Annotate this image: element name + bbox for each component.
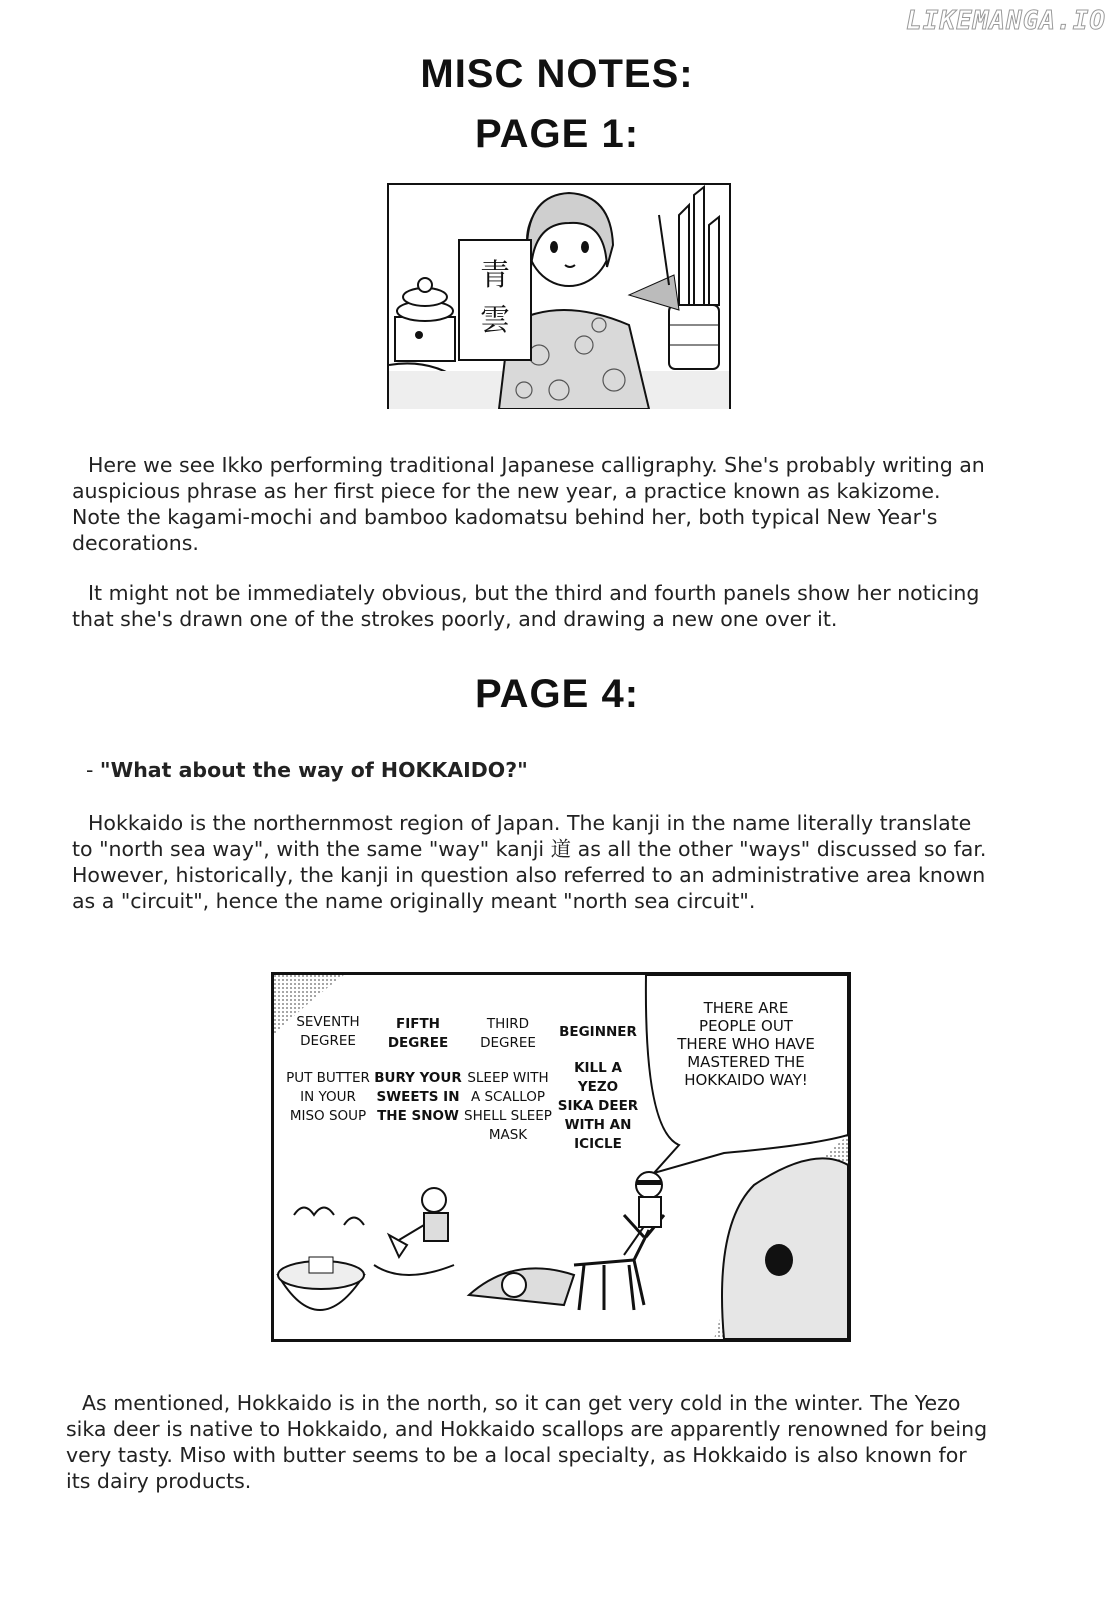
speech-line: THERE ARE — [703, 999, 789, 1017]
page1-heading: PAGE 1: — [474, 112, 640, 156]
task-line: BURY YOUR — [374, 1070, 462, 1086]
task-line: A SCALLOP — [470, 1089, 546, 1105]
bullet-prefix: - — [86, 758, 100, 782]
quote-bullet — [86, 758, 528, 782]
page1-paragraph-1 — [72, 452, 985, 556]
speech-line: PEOPLE OUT — [699, 1017, 793, 1035]
task-line: PUT BUTTER — [286, 1070, 370, 1086]
task-line: IN YOUR — [300, 1089, 356, 1105]
text-line: that she's drawn one of the strokes poorly, and drawing a new one over it. — [72, 607, 838, 631]
beginner-task — [552, 1059, 644, 1154]
speech-line: HOKKAIDO WAY! — [684, 1071, 808, 1089]
calligraphy-char-1: 青 — [480, 258, 510, 293]
task-line: MASK — [488, 1127, 528, 1143]
degree-line: BEGINNER — [559, 1024, 637, 1040]
degree-line: THIRD — [486, 1016, 530, 1032]
text-line: However, historically, the kanji in question also referred to an administrative area known — [72, 863, 986, 887]
kagami-mochi — [395, 278, 455, 361]
page4-paragraph-1 — [72, 810, 986, 914]
degree-line: DEGREE — [387, 1035, 449, 1051]
text-line: auspicious phrase as her first piece for the new year, a practice known as kakizome. — [72, 479, 941, 503]
speech-bubble-text — [664, 999, 828, 1089]
task-line: MISO SOUP — [289, 1108, 367, 1124]
page1-illustration — [387, 183, 731, 409]
task-line: WITH AN — [564, 1117, 632, 1133]
task-line: SHELL SLEEP — [464, 1108, 552, 1124]
speech-line: THERE WHO HAVE — [677, 1035, 815, 1053]
calligraphy-scene — [389, 185, 729, 409]
task-line: SIKA DEER — [557, 1098, 639, 1114]
calligraphy-char-2: 雲 — [480, 303, 510, 338]
degree-line: DEGREE — [480, 1035, 536, 1051]
page4-paragraph-2 — [66, 1390, 987, 1494]
text-line: decorations. — [72, 531, 199, 555]
shoveling-figure — [374, 1188, 454, 1275]
sleeping-figure — [469, 1268, 574, 1305]
kadomatsu — [629, 187, 719, 369]
misc-notes-heading: MISC NOTES: — [420, 52, 694, 96]
hokkaido-way-panel — [271, 972, 851, 1342]
fifth-degree-label — [372, 1015, 464, 1053]
site-watermark: LIKEMANGA.IO — [906, 6, 1106, 36]
degree-line: DEGREE — [300, 1033, 356, 1049]
text-line: Note the kagami-mochi and bamboo kadomatsu behind her, both typical New Year's — [72, 505, 938, 529]
task-line: ICICLE — [574, 1136, 622, 1152]
page4-heading: PAGE 4: — [474, 672, 640, 716]
fifth-degree-task — [372, 1069, 464, 1126]
degree-line: SEVENTH — [296, 1014, 360, 1030]
text-line: sika deer is native to Hokkaido, and Hokkaido scallops are apparently renowned for being — [66, 1417, 988, 1441]
text-line: As mentioned, Hokkaido is in the north, so it can get very cold in the winter. The Yezo — [82, 1391, 961, 1415]
text-line: to "north sea way", with the same "way" kanji 道 as all the other "ways" discussed so far. — [72, 837, 987, 861]
third-degree-task — [460, 1069, 556, 1145]
text-line: Hokkaido is the northernmost region of Japan. The kanji in the name literally translate — [88, 811, 972, 835]
quoted-line: "What about the way of HOKKAIDO?" — [99, 758, 528, 782]
seventh-degree-label — [282, 1013, 374, 1051]
text-line: It might not be immediately obvious, but the third and fourth panels show her noticing — [88, 581, 980, 605]
text-line: its dairy products. — [66, 1469, 252, 1493]
task-line: KILL A YEZO — [574, 1060, 622, 1095]
beginner-label — [552, 1023, 644, 1042]
third-degree-label — [460, 1015, 556, 1053]
task-line: THE SNOW — [377, 1108, 459, 1124]
text-line: as a "circuit", hence the name originally meant "north sea circuit". — [72, 889, 756, 913]
miso-bowl — [278, 1208, 364, 1311]
icicle-figure — [636, 1172, 662, 1227]
task-line: SLEEP WITH — [467, 1070, 549, 1086]
seventh-degree-task — [282, 1069, 374, 1126]
task-line: SWEETS IN — [376, 1089, 460, 1105]
text-line: very tasty. Miso with butter seems to be a local specialty, as Hokkaido is also known for — [66, 1443, 967, 1467]
text-line: Here we see Ikko performing traditional Japanese calligraphy. She's probably writing an — [88, 453, 985, 477]
speech-line: MASTERED THE — [687, 1053, 805, 1071]
degree-line: FIFTH — [396, 1016, 440, 1032]
page1-paragraph-2 — [72, 580, 979, 632]
